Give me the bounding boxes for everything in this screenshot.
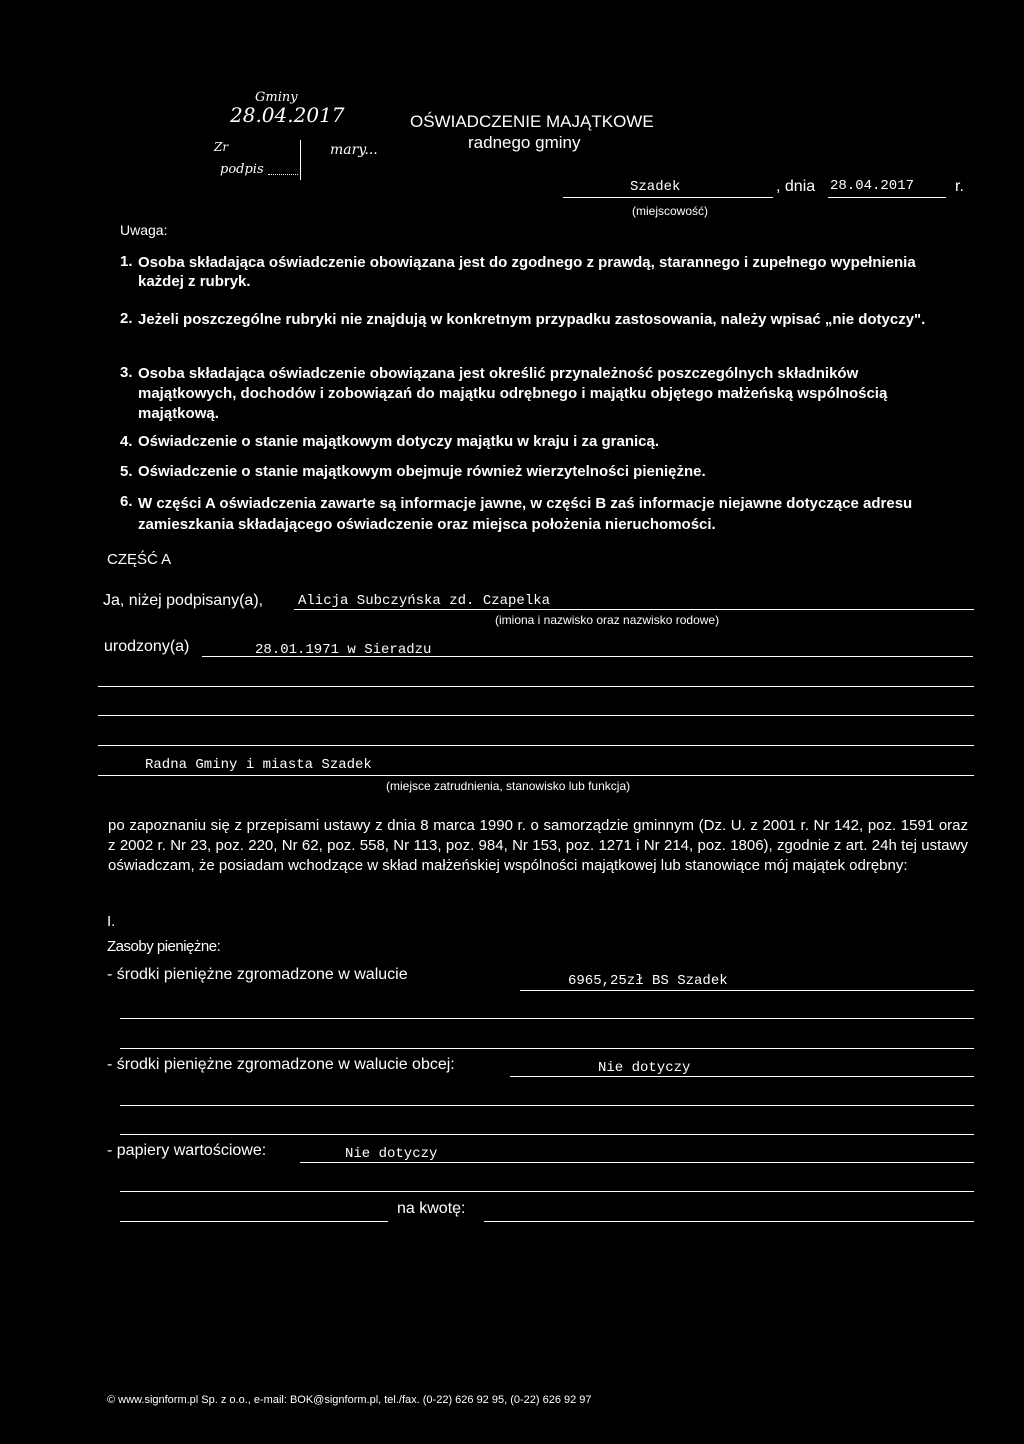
cash-pln-value: 6965,25zł BS Szadek <box>568 973 728 989</box>
cash-pln-underline <box>520 990 974 991</box>
note-4-text: Oświadczenie o stanie majątkowym dotyczy majątku w kraju i za granicą. <box>138 433 660 450</box>
note-4-number: 4. <box>120 433 133 450</box>
name-value: Alicja Subczyńska zd. Czapelka <box>298 593 551 609</box>
note-1-number: 1. <box>120 253 133 270</box>
born-value: 28.01.1971 w Sieradzu <box>255 642 432 658</box>
section-i-heading: Zasoby pieniężne: <box>107 938 221 955</box>
section-i-number: I. <box>107 913 116 930</box>
born-underline <box>202 656 973 657</box>
cash-foreign-underline <box>510 1076 974 1077</box>
date-value: 28.04.2017 <box>830 178 915 194</box>
job-underline <box>98 775 974 776</box>
ja-label: Ja, niżej podpisany(a), <box>103 592 264 609</box>
dnia-label: , dnia <box>776 178 816 195</box>
part-a-heading: CZĘŚĆ A <box>107 551 172 568</box>
note-5-text: Oświadczenie o stanie majątkowym obejmuje również wierzytelności pieniężne. <box>138 463 706 480</box>
job-value: Radna Gminy i miasta Szadek <box>145 757 372 773</box>
securities-label: - papiery wartościowe: <box>107 1142 267 1159</box>
job-caption: (miejsce zatrudnienia, stanowisko lub funkcja) <box>386 779 631 793</box>
uwaga-label: Uwaga: <box>120 222 168 238</box>
note-3-number: 3. <box>120 364 133 381</box>
cash-foreign-label: - środki pieniężne zgromadzone w walucie obcej: <box>107 1056 455 1073</box>
blank-line-2 <box>98 715 974 716</box>
cash-pln-label: - środki pieniężne zgromadzone w walucie <box>107 966 408 983</box>
note-6-number: 6. <box>120 493 133 510</box>
document-subtitle: radnego gminy <box>468 133 581 152</box>
handwritten-date: 28.04.2017 <box>230 103 345 127</box>
name-underline <box>294 609 974 610</box>
stamp-podpis: podpis <box>220 162 264 177</box>
note-3-text: Osoba składająca oświadczenie obowiązana jest określić przynależność poszczególnych składników majątkowych, dochodów i zobowiązań do majątku odrębnego i majątku objętego małżeńską wspólnością majątkową. <box>138 365 888 422</box>
signature: mary... <box>330 142 378 158</box>
blank-line-3 <box>98 745 974 746</box>
amount-left-line <box>120 1221 388 1222</box>
born-label: urodzony(a) <box>104 638 190 655</box>
note-6-text: W części A oświadczenia zawarte są informacje jawne, w części B zaś informacje niejawne dotyczące adresu zamieszkania składającego oświadczenie oraz miejsca położenia nieruchomości. <box>138 495 913 533</box>
place-caption: (miejscowość) <box>632 204 709 218</box>
cash-foreign-extra-line-2 <box>120 1134 974 1135</box>
note-2-number: 2. <box>120 310 133 327</box>
amount-right-line <box>484 1221 974 1222</box>
securities-extra-line <box>120 1191 974 1192</box>
note-1-text: Osoba składająca oświadczenie obowiązana jest do zgodnego z prawdą, starannego i zupełnego wypełnienia każdej z rubryk. <box>138 254 916 290</box>
place-value: Szadek <box>630 179 681 195</box>
note-5-number: 5. <box>120 463 133 480</box>
securities-underline <box>300 1162 974 1163</box>
footer-copyright: © www.signform.pl Sp. z o.o., e-mail: BOK@signform.pl, tel./fax. (0-22) 626 92 95, (0-22) 626 92 97 <box>107 1394 592 1406</box>
stamp-dots <box>268 174 298 175</box>
cash-foreign-extra-line <box>120 1105 974 1106</box>
securities-value: Nie dotyczy <box>345 1146 438 1162</box>
stamp-divider <box>300 140 301 180</box>
stamp-gminy: Gminy <box>255 90 298 105</box>
place-underline <box>563 197 773 198</box>
document-title: OŚWIADCZENIE MAJĄTKOWE <box>410 112 654 131</box>
cash-pln-extra-line <box>120 1018 974 1019</box>
cash-foreign-value: Nie dotyczy <box>598 1060 691 1076</box>
amount-label: na kwotę: <box>397 1200 466 1217</box>
date-underline <box>828 197 946 198</box>
blank-line-1 <box>98 686 974 687</box>
statement-paragraph: po zapoznaniu się z przepisami ustawy z dnia 8 marca 1990 r. o samorządzie gminnym (Dz. U. z 2001 r. Nr 142, poz. 1591 oraz z 2002 r. Nr 23, poz. 220, Nr 62, poz. 558, Nr 113, poz. 984, Nr 153, poz. 1271 i Nr 214, poz. 1806), zgodnie z art. 24h tej ustawy oświadczam, że posiadam wchodzące w skład małżeńskiej wspólności majątkowej lub stanowiące mój majątek odrębny: <box>108 817 968 874</box>
name-caption: (imiona i nazwisko oraz nazwisko rodowe) <box>495 613 720 627</box>
stamp-zr: Zr <box>214 140 229 154</box>
r-label: r. <box>955 178 964 195</box>
cash-pln-extra-line-2 <box>120 1048 974 1049</box>
note-2-text: Jeżeli poszczególne rubryki nie znajdują w konkretnym przypadku zastosowania, należy wpisać „nie dotyczy". <box>138 311 926 328</box>
